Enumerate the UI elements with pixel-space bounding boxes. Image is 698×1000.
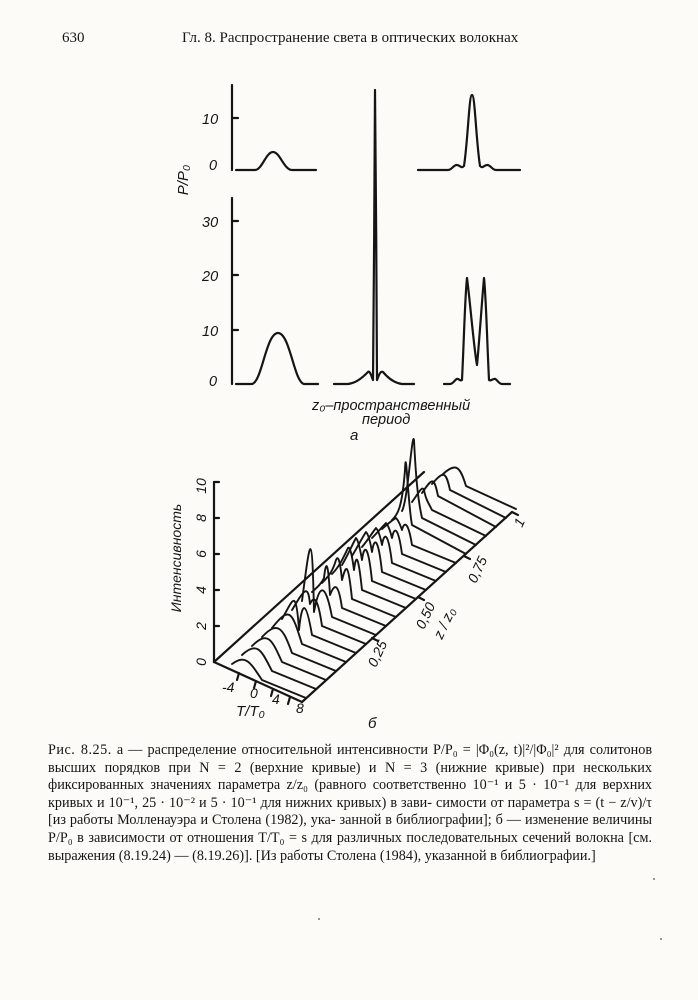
caption-line-2: для солитонов высших порядков при N = 2 (верхние кривые) и N = 3 (нижние кривые) bbox=[48, 742, 653, 776]
lower-curve-1 bbox=[236, 333, 318, 384]
lower-tick-label-0: 0 bbox=[209, 374, 218, 390]
caption-line-5: симости от параметра s = (t − z/v)/τ [из работы Молленауэра и Столена (1982), ука- bbox=[48, 794, 652, 829]
scan-speck bbox=[660, 938, 662, 940]
t-tick-label-8: 8 bbox=[296, 700, 304, 716]
z-tick-label-4: 4 bbox=[193, 586, 209, 594]
caption-line-4: и 5 · 10⁻¹ для верхних кривых и 10⁻¹, 25 · 10⁻² и 5 · 10⁻¹ для нижних кривых) в зави- bbox=[48, 777, 653, 811]
s-tick-label-1: 1 bbox=[510, 515, 529, 530]
y-axis-label: P/P₀ bbox=[175, 164, 192, 196]
z-tick-label-8: 8 bbox=[193, 514, 209, 522]
t-tick-label-4: 4 bbox=[272, 691, 280, 707]
waterfall-s-axis bbox=[302, 512, 512, 702]
caption-line-7: T/T₀ = s для различных последовательных сечений волокна [см. выражения (8.19.24) — bbox=[48, 829, 652, 864]
z-tick-label-2: 2 bbox=[193, 622, 209, 630]
z-tick-label-10: 10 bbox=[193, 478, 209, 494]
upper-curve-1 bbox=[236, 152, 316, 170]
lower-curve-2 bbox=[334, 90, 414, 384]
scan-speck bbox=[653, 878, 655, 880]
caption-line-8: (8.19.26)]. [Из работы Столена (1984), указанной в библиографии.] bbox=[192, 847, 596, 864]
figure-a-labels bbox=[175, 112, 470, 444]
upper-tick-label-10: 10 bbox=[202, 112, 219, 128]
scan-speck bbox=[318, 918, 320, 920]
z-tick-label-6: 6 bbox=[193, 550, 209, 558]
t-tick-label-minus4: -4 bbox=[222, 679, 235, 695]
upper-curve-2 bbox=[418, 95, 520, 170]
s-tick-label-075: 0,75 bbox=[464, 553, 491, 586]
panel-label-a: а bbox=[350, 427, 359, 444]
z-tick-label-0: 0 bbox=[193, 658, 209, 666]
t-axis-label: T/T₀ bbox=[236, 703, 265, 720]
panel-label-b: б bbox=[368, 715, 377, 732]
caption-line-3: при нескольких фиксированных значениях параметра z/z₀ (равного соответственно 10⁻¹ bbox=[48, 759, 652, 794]
lower-curve-3 bbox=[444, 278, 510, 384]
running-head: Гл. 8. Распространение света в оптических волокнах bbox=[182, 30, 519, 46]
intensity-axis-label: Интенсивность bbox=[168, 503, 184, 613]
lower-tick-label-10: 10 bbox=[202, 324, 219, 340]
waterfall-back-edge bbox=[214, 472, 424, 662]
s-axis-label: z / z₀ bbox=[431, 605, 460, 642]
caption-fig-label: Рис. 8.25. bbox=[48, 742, 112, 758]
caption-line-6: занной в библиографии]; б — изменение величины P/P₀ в зависимости от отношения bbox=[48, 812, 652, 846]
upper-tick-label-0: 0 bbox=[209, 158, 218, 174]
page-number: 630 bbox=[62, 30, 85, 46]
lower-tick-label-30: 30 bbox=[202, 215, 219, 231]
figure-caption bbox=[48, 742, 652, 865]
period-note-line2: период bbox=[362, 412, 411, 428]
lower-tick-label-20: 20 bbox=[202, 269, 219, 285]
s-tick-label-025: 0,25 bbox=[364, 637, 391, 670]
period-note-line1: z₀–пространственный bbox=[312, 398, 471, 414]
s-tick-label-050: 0,50 bbox=[412, 599, 439, 632]
waterfall-plot bbox=[214, 472, 518, 704]
t-tick-label-0: 0 bbox=[250, 685, 258, 701]
caption-line-1: а — распределение относительной интенсивности P/P₀ = |Φ₀(z, t)|²/|Φ₀|² bbox=[116, 742, 559, 758]
